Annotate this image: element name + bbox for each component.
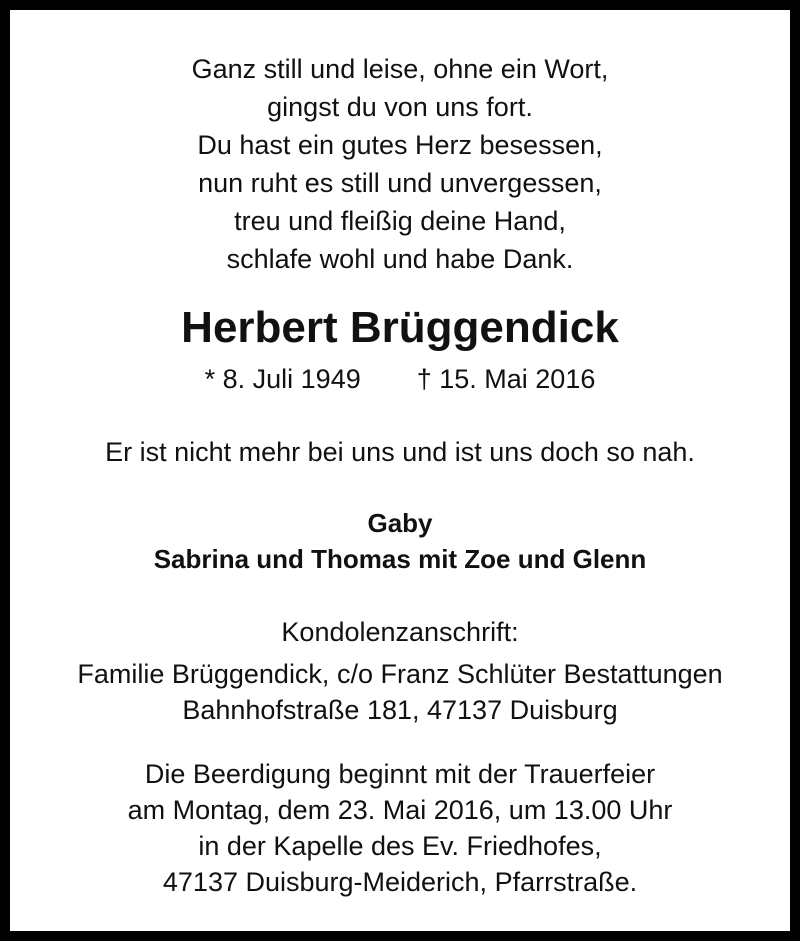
life-dates <box>10 362 790 396</box>
birth-date: * 8. Juli 1949 <box>204 364 361 394</box>
death-date: † 15. Mai 2016 <box>416 364 596 394</box>
poem-line: Du hast ein gutes Herz besessen, <box>197 130 603 160</box>
poem-line: treu und fleißig deine Hand, <box>234 206 566 236</box>
funeral-info-line: am Montag, dem 23. Mai 2016, um 13.00 Uhr <box>127 795 673 825</box>
funeral-info-line: Die Beerdigung beginnt mit der Trauerfeier <box>144 759 656 789</box>
funeral-info-line: 47137 Duisburg-Meiderich, Pfarrstraße. <box>162 867 638 897</box>
poem-line: schlafe wohl und habe Dank. <box>226 244 574 274</box>
condolence-label: Kondolenzanschrift: <box>281 617 519 647</box>
quote: Er ist nicht mehr bei uns und ist uns doch so nah. <box>105 437 695 467</box>
mourner-line: Sabrina und Thomas mit Zoe und Glenn <box>153 544 647 574</box>
funeral-info-line: in der Kapelle des Ev. Friedhofes, <box>198 831 602 861</box>
mourner-line: Gaby <box>367 508 433 538</box>
poem-line: gingst du von uns fort. <box>267 92 533 122</box>
condolence-address-line: Bahnhofstraße 181, 47137 Duisburg <box>182 695 618 725</box>
poem-line: nun ruht es still und unvergessen, <box>198 168 602 198</box>
deceased-name: Herbert Brüggendick <box>181 303 619 352</box>
condolence-address-line: Familie Brüggendick, c/o Franz Schlüter Bestattungen <box>77 659 723 689</box>
poem-line: Ganz still und leise, ohne ein Wort, <box>191 54 609 84</box>
